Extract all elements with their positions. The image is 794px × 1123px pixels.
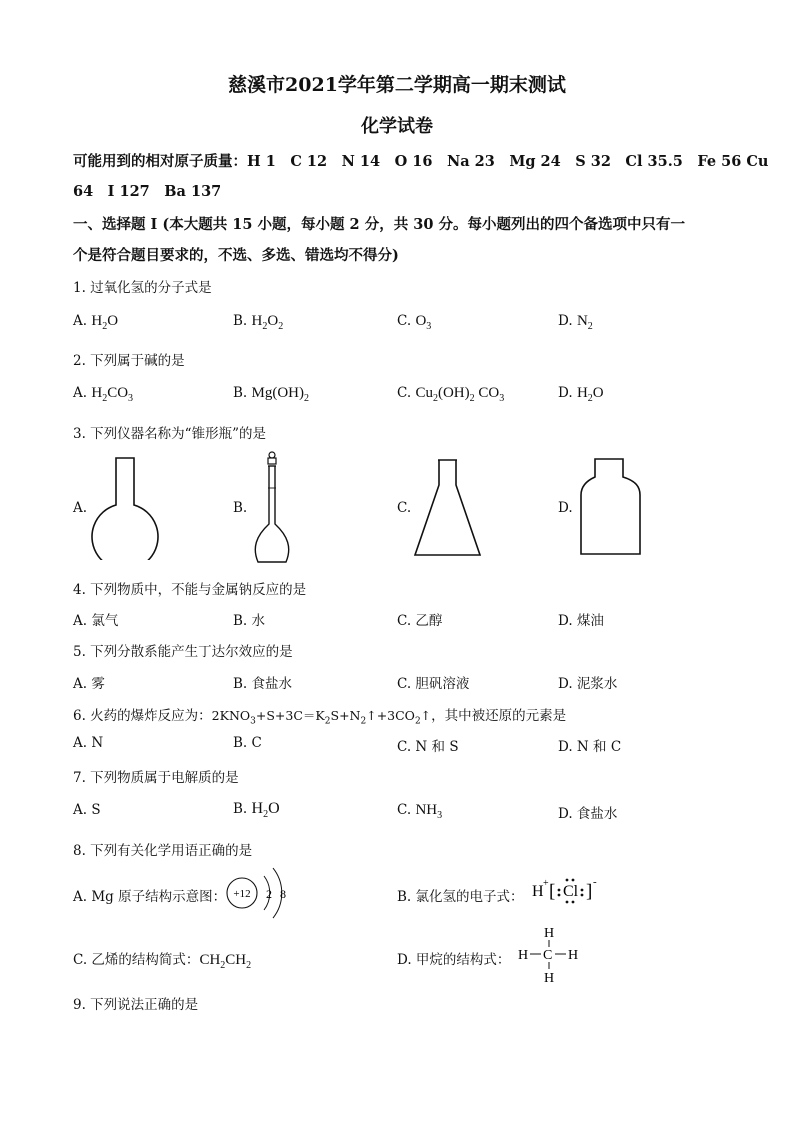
hcl-plus-charge: + — [543, 878, 549, 889]
q3-label-b: B. — [233, 500, 248, 516]
q1-stem: 1. 过氧化氢的分子式是 — [73, 280, 212, 296]
q1-option-b: B. $H_2O_2$ — [233, 313, 284, 332]
q6-stem: 6. 火药的爆炸反应为：$2KNO_3+S+3C=K_2S+N_2↑+3CO_2↑$，其中被还原的元素是 — [73, 708, 567, 727]
q2-stem: 2. 下列属于碱的是 — [73, 353, 185, 369]
erlenmeyer-flask-figure — [412, 455, 484, 561]
q3-label-c: C. — [397, 500, 412, 516]
q9-stem: 9. 下列说法正确的是 — [73, 997, 199, 1013]
q2-option-c: C. $Cu_2(OH)_2$ $CO_3$ — [397, 385, 505, 404]
svg-text:H: H — [518, 948, 529, 963]
atomic-masses-line1: 可能用到的相对原子质量：H 1 C 12 N 14 O 16 Na 23 Mg 24 S 32 Cl 35.5 Fe 56 Cu — [73, 153, 769, 170]
mg-atomic-structure-diagram — [225, 862, 300, 924]
q7-option-a: A. S — [73, 802, 101, 818]
q7-stem: 7. 下列物质属于电解质的是 — [73, 770, 239, 786]
q5-option-a: A. 雾 — [73, 676, 105, 692]
q4-option-d: D. 煤油 — [558, 613, 604, 629]
volumetric-flask-figure — [248, 448, 304, 566]
q4-option-c: C. 乙醇 — [397, 613, 443, 629]
q8-option-d: D. 甲烷的结构式： — [397, 952, 511, 968]
svg-text:H: H — [544, 926, 555, 941]
q4-option-a: A. 氯气 — [73, 613, 119, 629]
q3-stem: 3. 下列仪器名称为“锥形瓶”的是 — [73, 426, 266, 442]
mg-nucleus-charge: +12 — [233, 888, 251, 900]
q2-option-a: A. $H_2CO_3$ — [73, 385, 134, 404]
q2-option-b: B. $Mg(OH)_2$ — [233, 385, 310, 404]
exam-title: 慈溪市2021学年第二学期高一期末测试 — [228, 74, 566, 96]
hcl-h-atom: H — [532, 883, 544, 900]
q6-option-b: B. C — [233, 735, 262, 751]
q5-stem: 5. 下列分散系能产生丁达尔效应的是 — [73, 644, 293, 660]
q4-stem: 4. 下列物质中，不能与金属钠反应的是 — [73, 582, 307, 598]
q6-option-d: D. N 和 C — [558, 739, 622, 755]
svg-text:C: C — [543, 948, 553, 963]
atomic-masses-line2: 64 I 127 Ba 137 — [73, 183, 222, 200]
q8-option-a: A. Mg 原子结构示意图： — [73, 889, 227, 905]
q7-option-b: B. $H_2O$ — [233, 800, 280, 821]
hcl-electron-formula — [530, 872, 610, 912]
q7-option-d: D. 食盐水 — [558, 806, 618, 822]
round-bottom-flask-figure — [88, 455, 163, 560]
reagent-bottle-figure — [578, 455, 644, 561]
q4-option-b: B. 水 — [233, 613, 266, 629]
svg-text:H: H — [568, 948, 579, 963]
q3-label-a: A. — [73, 500, 88, 516]
q8-option-b: B. 氯化氢的电子式： — [397, 889, 524, 905]
mg-shell2-electrons: 8 — [280, 887, 286, 901]
exam-subtitle: 化学试卷 — [361, 116, 433, 137]
q5-option-b: B. 食盐水 — [233, 676, 293, 692]
q5-option-c: C. 胆矾溶液 — [397, 676, 470, 692]
section-heading-line2: 个是符合题目要求的，不选、多选、错选均不得分) — [73, 247, 399, 264]
q1-option-a: A. $H_2O$ — [73, 313, 119, 332]
q1-option-c: C. $O_3$ — [397, 313, 432, 332]
q1-option-d: D. $N_2$ — [558, 313, 593, 332]
q8-option-c: C. 乙烯的结构简式：$CH_2CH_2$ — [73, 952, 252, 971]
q6-option-c: C. N 和 S — [397, 739, 459, 755]
hcl-minus-charge: - — [593, 876, 597, 888]
mg-shell1-electrons: 2 — [266, 887, 272, 901]
q8-stem: 8. 下列有关化学用语正确的是 — [73, 843, 253, 859]
q5-option-d: D. 泥浆水 — [558, 676, 618, 692]
hcl-cl-atom: Cl — [563, 883, 579, 900]
section-heading-line1: 一、选择题 I (本大题共 15 小题，每小题 2 分，共 30 分。每小题列出的四个备选项中只有一 — [73, 216, 685, 233]
q7-option-c: C. $NH_3$ — [397, 802, 443, 821]
q3-label-d: D. — [558, 500, 573, 516]
hcl-left-bracket: [ — [549, 881, 556, 902]
hcl-right-bracket: ] — [586, 881, 593, 902]
q2-option-d: D. $H_2O$ — [558, 385, 604, 404]
q6-option-a: A. N — [73, 735, 104, 751]
methane-structural-formula — [515, 922, 585, 990]
svg-text:H: H — [544, 971, 555, 986]
